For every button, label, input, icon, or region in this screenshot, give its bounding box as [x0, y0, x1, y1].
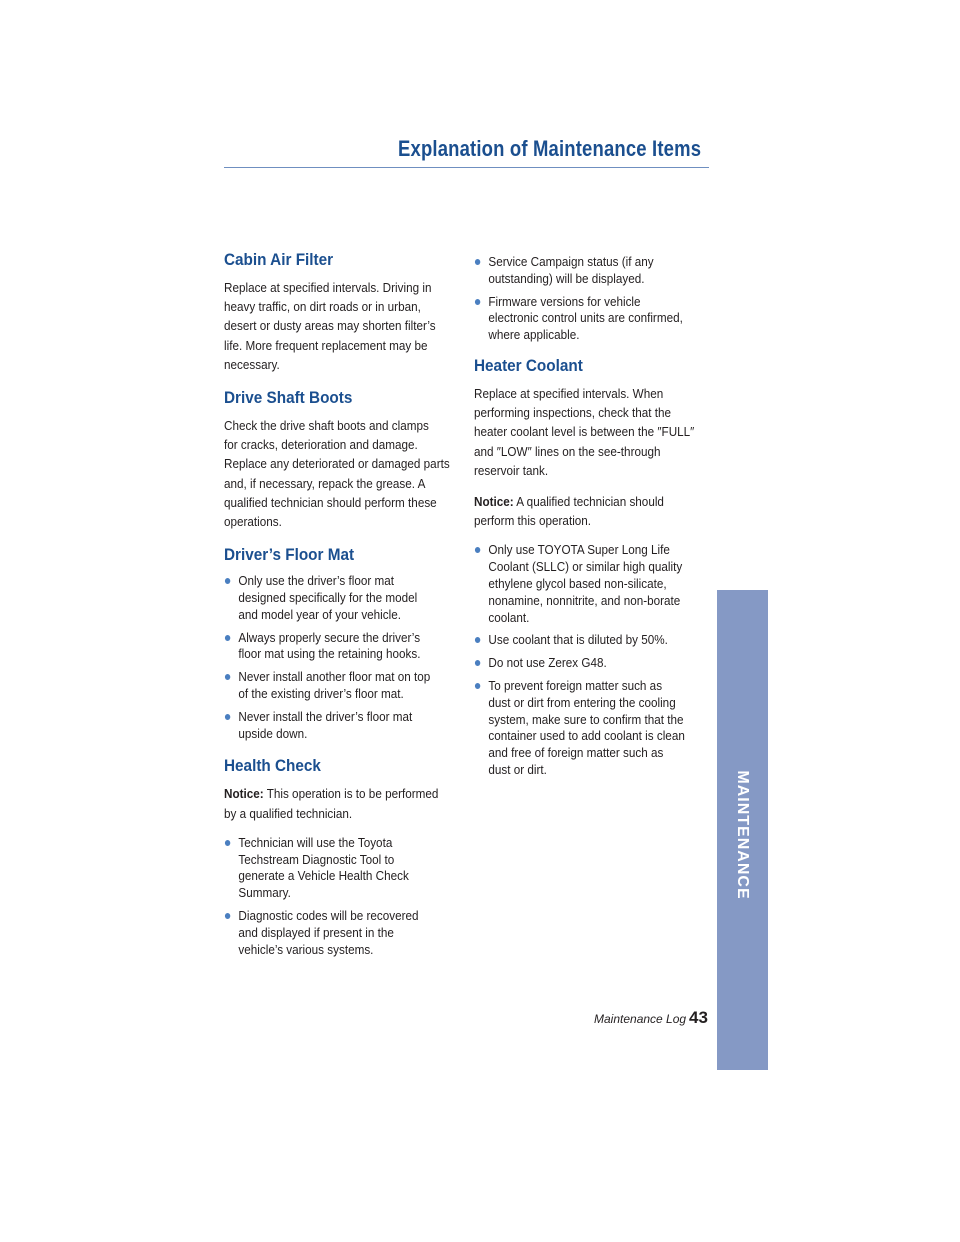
bullet-icon: [225, 674, 230, 680]
section-health-check: [224, 756, 456, 958]
list-item: [224, 669, 471, 703]
list-item: [224, 835, 471, 902]
text-line: electronic control units are confirmed,: [488, 310, 683, 326]
text-line: life. More frequent replacement may be: [224, 337, 428, 353]
title-divider: [224, 167, 709, 168]
text-line: operations.: [224, 514, 282, 530]
text-line: qualified technician should perform these: [224, 494, 437, 510]
section-paragraph: [224, 416, 456, 531]
page-number: 43: [689, 1008, 708, 1027]
text-line: necessary.: [224, 356, 280, 372]
section-heading: Health Check: [224, 756, 321, 776]
text-line: where applicable.: [488, 327, 580, 343]
bullet-icon: [225, 578, 230, 584]
text-line: perform this operation.: [474, 513, 592, 529]
section-drivers-floor-mat: [224, 545, 456, 742]
text-line: upside down.: [238, 725, 308, 741]
text-line: performing inspections, check that the: [474, 405, 672, 421]
text-line: designed specifically for the model: [238, 590, 418, 606]
list-item: [224, 573, 471, 623]
list-item: [474, 632, 721, 649]
bullet-icon: [475, 259, 480, 265]
bullet-icon: [225, 913, 230, 919]
page-title: Explanation of Maintenance Items: [398, 136, 702, 161]
text-line: Diagnostic codes will be recovered: [238, 908, 419, 923]
text-line: Always properly secure the driver’s: [238, 629, 421, 645]
text-line: Replace any deteriorated or damaged parts: [224, 456, 450, 472]
text-line: Never install the driver’s floor mat: [238, 708, 413, 724]
side-tab-label: MAINTENANCE: [734, 770, 751, 900]
section-heater-coolant: [474, 356, 710, 779]
bullet-icon: [225, 635, 230, 641]
text-line: and model year of your vehicle.: [238, 606, 401, 622]
footer-label: Maintenance Log: [594, 1012, 687, 1026]
text-line: Technician will use the Toyota: [238, 834, 393, 850]
text-line: Only use the driver’s floor mat: [238, 573, 395, 589]
bullet-icon: [475, 299, 480, 305]
text-line: heater coolant level is between the ″FULL″: [474, 424, 695, 440]
section-drive-shaft-boots: [224, 388, 456, 531]
text-line: [224, 784, 456, 803]
text-line: dust or dirt from entering the cooling: [488, 694, 676, 710]
text-line: To prevent foreign matter such as: [488, 677, 663, 693]
bullet-icon: [475, 547, 480, 553]
text-line: system, make sure to confirm that the: [488, 711, 684, 727]
bullet-icon: [475, 660, 480, 666]
notice-paragraph: [224, 784, 456, 822]
text-line: heavy traffic, on dirt roads or in urban,: [224, 299, 421, 315]
text-line: ethylene glycol based non-silicate,: [488, 576, 667, 591]
text-line: nonamine, nonnitrite, and non-borate: [488, 592, 681, 608]
bullet-list: [474, 542, 710, 778]
section-heading: Heater Coolant: [474, 355, 583, 375]
text-line: Use coolant that is diluted by 50%.: [488, 632, 668, 648]
text-line: Replace at specified intervals. Driving in: [224, 280, 432, 295]
text-line: and free of foreign matter such as: [488, 745, 664, 761]
list-item: [224, 908, 471, 958]
text-line: coolant.: [488, 609, 530, 625]
text-line: and displayed if present in the: [238, 924, 394, 940]
text-line: Techstream Diagnostic Tool to: [238, 851, 395, 867]
notice-paragraph: [474, 492, 706, 530]
bullet-icon: [475, 637, 480, 643]
left-column: [224, 250, 456, 972]
notice-text: This operation is to be performed: [266, 786, 439, 802]
text-line: floor mat using the retaining hooks.: [238, 646, 421, 662]
text-line: Never install another floor mat on top: [238, 669, 431, 685]
text-line: Firmware versions for vehicle: [488, 293, 641, 309]
section-cabin-air-filter: [224, 250, 456, 374]
notice-label: Notice:: [224, 786, 264, 802]
text-line: Summary.: [238, 885, 291, 901]
text-line: vehicle’s various systems.: [238, 941, 374, 957]
text-line: dust or dirt.: [488, 761, 547, 777]
text-line: container used to add coolant is clean: [488, 728, 685, 744]
bullet-icon: [225, 840, 230, 846]
text-line: and ″LOW″ lines on the see-through: [474, 443, 661, 459]
notice-text: A qualified technician should: [516, 494, 664, 509]
text-line: of the existing driver’s floor mat.: [238, 686, 404, 702]
text-line: generate a Vehicle Health Check: [238, 868, 409, 884]
section-heading: Drive Shaft Boots: [224, 388, 353, 408]
text-line: by a qualified technician.: [224, 805, 353, 821]
bullet-icon: [475, 683, 480, 689]
text-line: Check the drive shaft boots and clamps: [224, 418, 429, 434]
text-line: Service Campaign status (if any: [488, 254, 654, 269]
bullet-icon: [225, 714, 230, 720]
list-item: [474, 254, 721, 288]
list-item: [224, 709, 471, 743]
text-line: Replace at specified intervals. When: [474, 385, 664, 401]
text-line: for cracks, deterioration and damage.: [224, 437, 418, 453]
text-line: reservoir tank.: [474, 462, 549, 478]
bullet-list: [224, 835, 456, 959]
text-line: desert or dusty areas may shorten filter’s: [224, 318, 436, 334]
text-line: Coolant (SLLC) or similar high quality: [488, 559, 683, 575]
section-heading: Driver’s Floor Mat: [224, 545, 355, 565]
text-line: and, if necessary, repack the grease. A: [224, 475, 426, 491]
list-item: [474, 542, 721, 626]
list-item: [224, 630, 471, 664]
list-item: [474, 294, 721, 344]
section-paragraph: [224, 278, 456, 374]
section-paragraph: [474, 384, 706, 480]
text-line: [474, 492, 706, 511]
list-item: [474, 655, 721, 672]
text-line: Only use TOYOTA Super Long Life: [488, 542, 670, 558]
text-line: outstanding) will be displayed.: [488, 270, 645, 286]
text-line: Do not use Zerex G48.: [488, 655, 607, 671]
bullet-list: [474, 254, 710, 344]
section-heading: Cabin Air Filter: [224, 250, 334, 269]
notice-label: Notice:: [474, 494, 514, 509]
bullet-list: [224, 573, 456, 742]
list-item: [474, 678, 721, 779]
right-column: [474, 254, 710, 793]
